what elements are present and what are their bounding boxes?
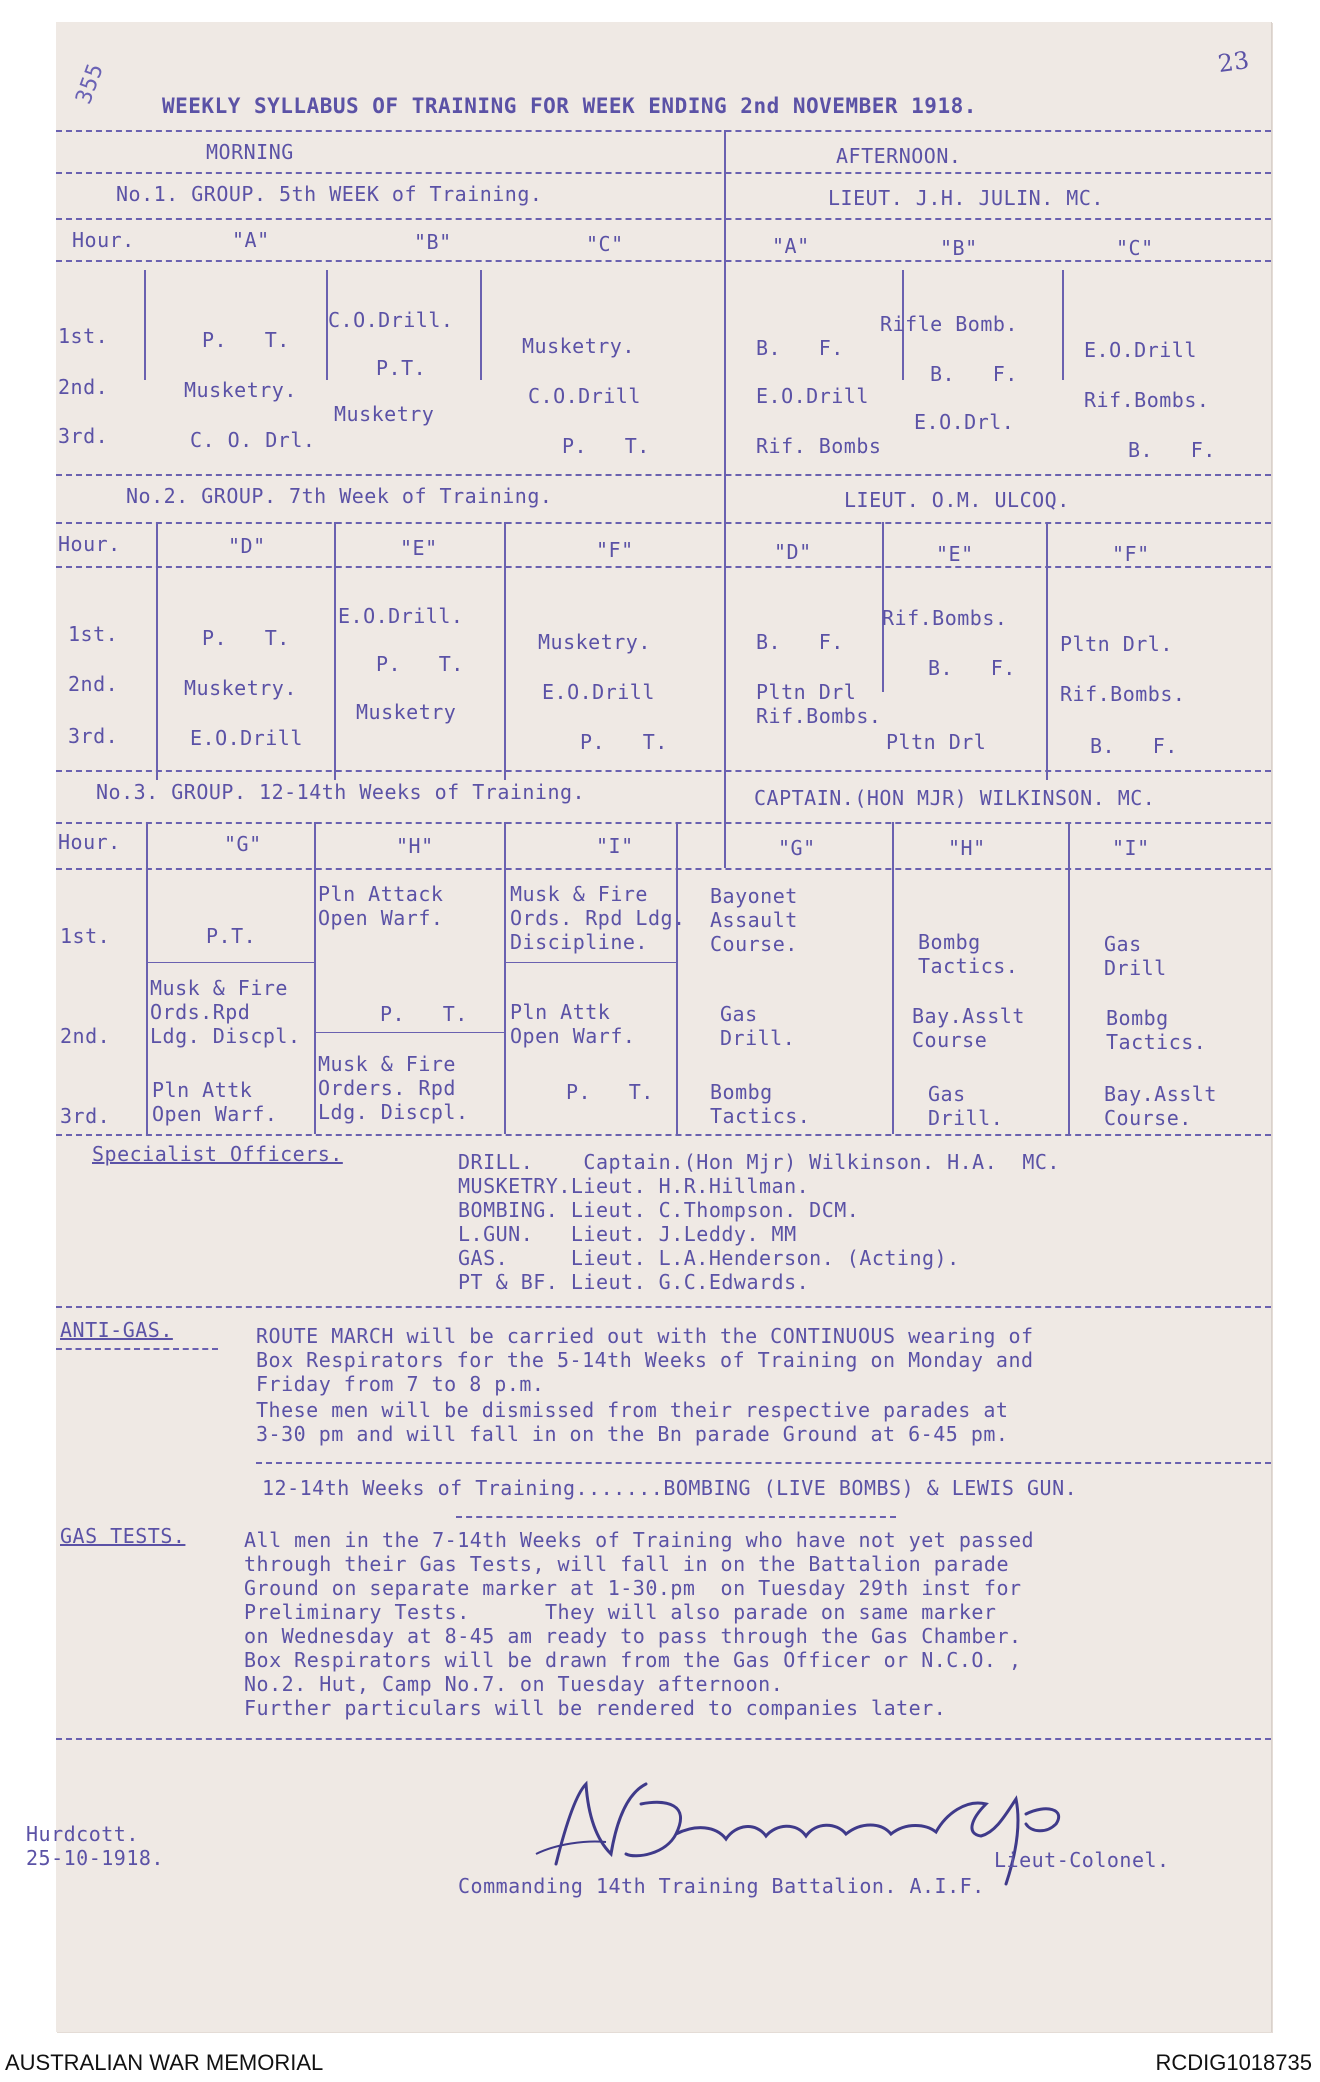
specialist-line: PT & BF. Lieut. G.C.Edwards. — [458, 1270, 810, 1294]
specialists-label: Specialist Officers. — [92, 1142, 343, 1166]
g2-d-am-2: Musketry. — [184, 676, 297, 700]
g1-c-am-1: Musketry. — [522, 334, 635, 358]
g1-c-am-2: C.O.Drill — [528, 384, 641, 408]
rule — [56, 868, 1271, 870]
col-divider — [504, 822, 506, 1134]
center-divider — [724, 130, 726, 868]
archive-credit: AUSTRALIAN WAR MEMORIAL — [5, 2050, 324, 2075]
anti-gas-note: 12-14th Weeks of Training.......BOMBING (LIVE BOMBS) & LEWIS GUN. — [262, 1476, 1078, 1500]
rule — [56, 566, 1271, 568]
g3-g-pm-3: Bombg Tactics. — [710, 1080, 811, 1128]
group3-hour-2: 2nd. — [60, 1024, 111, 1048]
gas-tests-line: No.2. Hut, Camp No.7. on Tuesday afternoon. — [244, 1672, 784, 1696]
folio-number: 23 — [1216, 45, 1252, 79]
g1-c-pm-1: E.O.Drill — [1084, 338, 1197, 362]
g3-h-pm-3: Gas Drill. — [928, 1082, 1004, 1130]
g1-a-pm-1: B. F. — [756, 336, 844, 360]
g2-e-pm-1: Rif.Bombs. — [882, 606, 1008, 630]
folio-stamp: 355 — [71, 60, 109, 108]
rule — [56, 522, 1271, 524]
g1-b-pm-1: Rifle Bomb. — [880, 312, 1018, 336]
col-divider — [144, 270, 146, 380]
g2-f-pm-2: Rif.Bombs. — [1060, 682, 1186, 706]
col-divider — [156, 522, 158, 780]
anti-gas-line: 3-30 pm and will fall in on the Bn parade Ground at 6-45 pm. — [256, 1422, 1009, 1446]
g1-a-am-3: C. O. Drl. — [190, 428, 316, 452]
group3-title: No.3. GROUP. 12-14th Weeks of Training. — [96, 780, 586, 804]
gas-tests-label: GAS TESTS. — [60, 1524, 186, 1548]
rule — [56, 130, 1271, 132]
g2-d-pm-3: Rif.Bombs. — [756, 704, 882, 728]
g1-a-pm-2: E.O.Drill — [756, 384, 869, 408]
rule — [56, 770, 1271, 772]
specialist-line: MUSKETRY.Lieut. H.R.Hillman. — [458, 1174, 810, 1198]
g3-g-pm-1: Bayonet Assault Course. — [710, 884, 798, 956]
g1-a-am-2: Musketry. — [184, 378, 297, 402]
g3-h-am-1: Pln Attack Open Warf. — [318, 882, 444, 930]
g2-d-pm-2: Pltn Drl — [756, 680, 857, 704]
group2-title: No.2. GROUP. 7th Week of Training. — [126, 484, 553, 508]
group3-head-h-am: "H" — [396, 834, 434, 858]
g2-d-am-3: E.O.Drill — [190, 726, 303, 750]
group2-hour-1: 1st. — [68, 622, 119, 646]
group1-head-c-pm: "C" — [1116, 236, 1154, 260]
g2-e-am-3: Musketry — [356, 700, 457, 724]
signoff-date: 25-10-1918. — [26, 1846, 164, 1870]
group2-hour-2: 2nd. — [68, 672, 119, 696]
specialist-line: GAS. Lieut. L.A.Henderson. (Acting). — [458, 1246, 960, 1270]
group1-head-a-pm: "A" — [772, 234, 810, 258]
g1-b-am-2: P.T. — [376, 356, 427, 380]
rule — [56, 1306, 1271, 1308]
anti-gas-line: Box Respirators for the 5-14th Weeks of Training on Monday and — [256, 1348, 1034, 1372]
col-divider — [1062, 270, 1064, 380]
g2-f-am-3: P. T. — [580, 730, 668, 754]
group3-officer: CAPTAIN.(HON MJR) WILKINSON. MC. — [754, 786, 1156, 810]
group1-title: No.1. GROUP. 5th WEEK of Training. — [116, 182, 543, 206]
group3-hour-heading: Hour. — [58, 830, 121, 854]
specialist-line: BOMBING. Lieut. C.Thompson. DCM. — [458, 1198, 860, 1222]
col-divider — [480, 270, 482, 380]
g1-b-pm-3: E.O.Drl. — [914, 410, 1015, 434]
group3-head-i-am: "I" — [596, 834, 634, 858]
rule — [456, 1516, 896, 1518]
rule — [56, 1738, 1271, 1740]
g3-i-pm-2: Bombg Tactics. — [1106, 1006, 1207, 1054]
g1-b-pm-2: B. F. — [930, 362, 1018, 386]
group2-hour-3: 3rd. — [68, 724, 119, 748]
col-divider — [1046, 522, 1048, 780]
rule — [56, 172, 1271, 174]
gas-tests-line: on Wednesday at 8-45 am ready to pass through the Gas Chamber. — [244, 1624, 1022, 1648]
g1-c-am-3: P. T. — [562, 434, 650, 458]
group2-head-f-am: "F" — [596, 538, 634, 562]
gas-tests-line: through their Gas Tests, will fall in on the Battalion parade — [244, 1552, 1010, 1576]
signoff-place: Hurdcott. — [26, 1822, 139, 1846]
gas-tests-line: Further particulars will be rendered to companies later. — [244, 1696, 947, 1720]
rule — [56, 218, 1271, 220]
cell-rule — [504, 962, 676, 963]
rule — [56, 822, 1271, 824]
g3-h-am-2: P. T. — [380, 1002, 468, 1026]
group1-head-a-am: "A" — [232, 228, 270, 252]
rule — [256, 1462, 1271, 1464]
afternoon-heading: AFTERNOON. — [836, 144, 962, 168]
g2-d-am-1: P. T. — [202, 626, 290, 650]
specialist-line: DRILL. Captain.(Hon Mjr) Wilkinson. H.A. MC. — [458, 1150, 1060, 1174]
cell-rule — [146, 962, 314, 963]
gas-tests-line: All men in the 7-14th Weeks of Training who have not yet passed — [244, 1528, 1035, 1552]
g3-g-am-3: Pln Attk Open Warf. — [152, 1078, 278, 1126]
group2-head-e-pm: "E" — [936, 542, 974, 566]
group2-head-f-pm: "F" — [1112, 542, 1150, 566]
g2-f-pm-1: Pltn Drl. — [1060, 632, 1173, 656]
g2-f-am-1: Musketry. — [538, 630, 651, 654]
g3-i-am-2: Pln Attk Open Warf. — [510, 1000, 636, 1048]
group1-head-b-am: "B" — [414, 230, 452, 254]
group3-hour-3: 3rd. — [60, 1104, 111, 1128]
col-divider — [676, 822, 678, 1134]
g3-i-pm-1: Gas Drill — [1104, 932, 1167, 980]
group1-hour-3: 3rd. — [58, 424, 109, 448]
signoff-rank: Lieut-Colonel. — [994, 1848, 1170, 1872]
group1-head-b-pm: "B" — [940, 236, 978, 260]
g1-b-am-3: Musketry — [334, 402, 435, 426]
gas-tests-line: Preliminary Tests. They will also parade on same marker — [244, 1600, 997, 1624]
document-sheet — [26, 22, 1272, 2032]
col-divider — [314, 822, 316, 1134]
g3-i-am-1: Musk & Fire Ords. Rpd Ldg. Discipline. — [510, 882, 686, 954]
g2-e-pm-3: Pltn Drl — [886, 730, 987, 754]
g1-a-pm-3: Rif. Bombs — [756, 434, 882, 458]
rule — [56, 1134, 1271, 1136]
group2-head-e-am: "E" — [400, 536, 438, 560]
page-title: WEEKLY SYLLABUS OF TRAINING FOR WEEK ENDING 2nd NOVEMBER 1918. — [162, 94, 977, 118]
g3-i-am-3: P. T. — [566, 1080, 654, 1104]
g1-c-pm-2: Rif.Bombs. — [1084, 388, 1210, 412]
anti-gas-line: These men will be dismissed from their respective parades at — [256, 1398, 1009, 1422]
g2-e-am-1: E.O.Drill. — [338, 604, 464, 628]
group1-officer: LIEUT. J.H. JULIN. MC. — [828, 186, 1104, 210]
group3-head-g-am: "G" — [224, 832, 262, 856]
group3-head-i-pm: "I" — [1112, 836, 1150, 860]
group2-officer: LIEUT. O.M. ULCOQ. — [844, 488, 1070, 512]
group3-head-h-pm: "H" — [948, 836, 986, 860]
group3-hour-1: 1st. — [60, 924, 111, 948]
g2-e-am-2: P. T. — [376, 652, 464, 676]
anti-gas-label: ANTI-GAS. — [60, 1318, 173, 1342]
g1-c-pm-3: B. F. — [1128, 438, 1216, 462]
group1-hour-heading: Hour. — [72, 228, 135, 252]
rule — [56, 260, 1271, 262]
anti-gas-line: ROUTE MARCH will be carried out with the CONTINUOUS wearing of — [256, 1324, 1034, 1348]
col-divider — [334, 522, 336, 780]
g2-e-pm-2: B. F. — [928, 656, 1016, 680]
col-divider — [504, 522, 506, 780]
rule — [56, 474, 1271, 476]
gas-tests-line: Ground on separate marker at 1-30.pm on Tuesday 29th inst for — [244, 1576, 1022, 1600]
g3-h-pm-2: Bay.Asslt Course — [912, 1004, 1025, 1052]
g1-b-am-1: C.O.Drill. — [328, 308, 454, 332]
g3-g-pm-2: Gas Drill. — [720, 1002, 796, 1050]
group2-head-d-am: "D" — [228, 534, 266, 558]
g1-a-am-1: P. T. — [202, 328, 290, 352]
g3-g-am-2: Musk & Fire Ords.Rpd Ldg. Discpl. — [150, 976, 301, 1048]
signoff-unit: Commanding 14th Training Battalion. A.I.F. — [458, 1874, 985, 1898]
group3-head-g-pm: "G" — [778, 836, 816, 860]
archive-reference: RCDIG1018735 — [1155, 2050, 1312, 2075]
g3-h-am-3: Musk & Fire Orders. Rpd Ldg. Discpl. — [318, 1052, 469, 1124]
group1-hour-2: 2nd. — [58, 375, 109, 399]
group1-head-c-am: "C" — [586, 232, 624, 256]
col-divider — [1068, 822, 1070, 1134]
specialist-line: L.GUN. Lieut. J.Leddy. MM — [458, 1222, 797, 1246]
g3-i-pm-3: Bay.Asslt Course. — [1104, 1082, 1217, 1130]
g3-h-pm-1: Bombg Tactics. — [918, 930, 1019, 978]
group1-hour-1: 1st. — [58, 324, 109, 348]
col-divider — [146, 822, 148, 1134]
morning-heading: MORNING — [206, 140, 294, 164]
g3-g-am-1: P.T. — [206, 924, 257, 948]
rule — [56, 1348, 218, 1350]
g2-f-pm-3: B. F. — [1090, 734, 1178, 758]
group2-head-d-pm: "D" — [774, 540, 812, 564]
g2-f-am-2: E.O.Drill — [542, 680, 655, 704]
col-divider — [892, 822, 894, 1134]
g2-d-pm-1: B. F. — [756, 630, 844, 654]
gas-tests-line: Box Respirators will be drawn from the Gas Officer or N.C.O. , — [244, 1648, 1022, 1672]
cell-rule — [314, 1032, 504, 1033]
group2-hour-heading: Hour. — [58, 532, 121, 556]
anti-gas-line: Friday from 7 to 8 p.m. — [256, 1372, 545, 1396]
